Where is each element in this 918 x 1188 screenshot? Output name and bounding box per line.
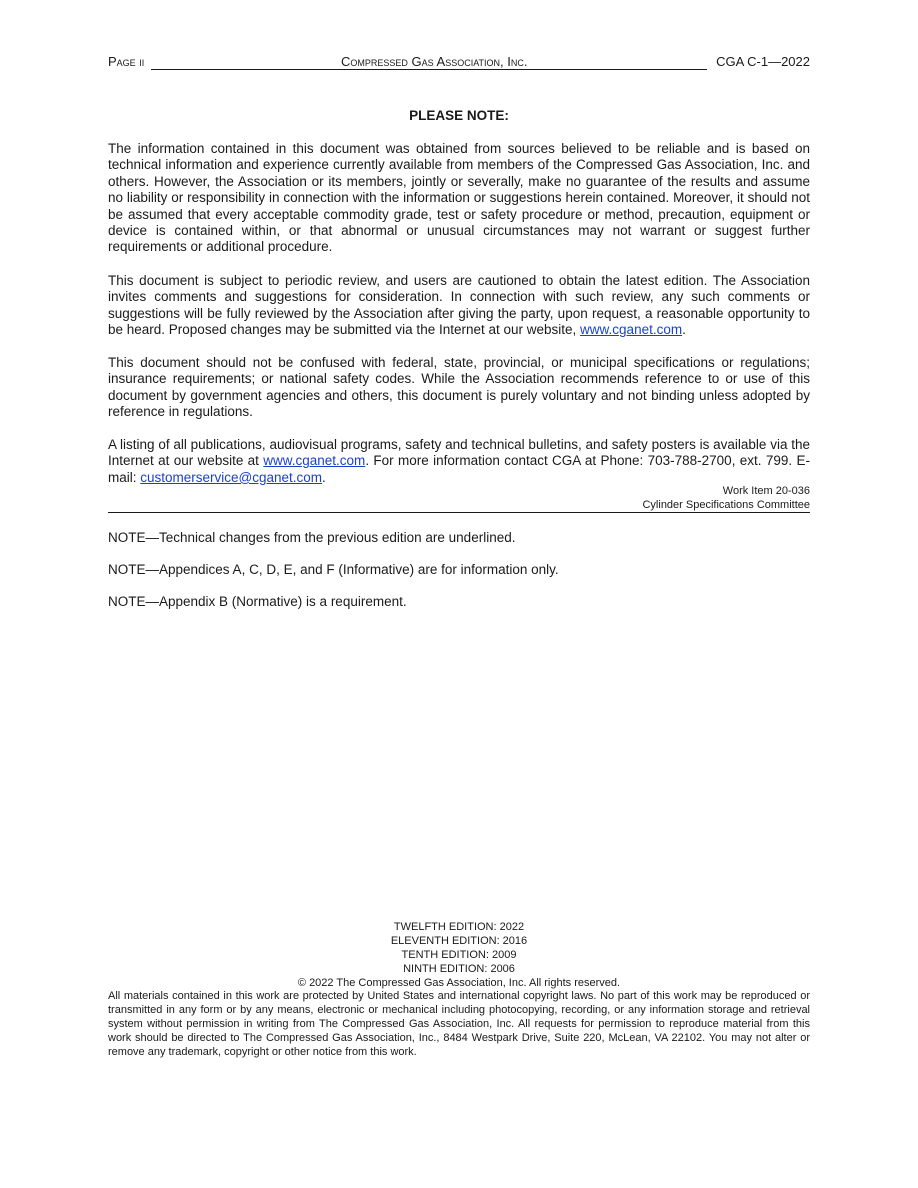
committee-name: Cylinder Specifications Committee bbox=[642, 499, 810, 511]
edition-line: TENTH EDITION: 2009 bbox=[401, 949, 517, 961]
review-text-end: . bbox=[682, 322, 686, 338]
website-link[interactable]: www.cganet.com bbox=[263, 453, 366, 469]
edition-history bbox=[108, 920, 810, 990]
page-number: Page ii bbox=[108, 54, 145, 69]
edition-line: NINTH EDITION: 2006 bbox=[403, 963, 515, 975]
work-item-block bbox=[108, 484, 810, 512]
publications-paragraph bbox=[108, 437, 810, 486]
note-informative-appendices: NOTE—Appendices A, C, D, E, and F (Informative) are for information only. bbox=[108, 562, 559, 577]
page-header bbox=[108, 54, 810, 72]
regulations-paragraph: This document should not be confused with federal, state, provincial, or municipal specifications or regulations; insurance requirements; or national safety codes. While the Association recommends reference to or use of this document by government agencies and others, this document is purely voluntary and not binding unless adopted by reference in regulations. bbox=[108, 355, 810, 420]
website-link[interactable]: www.cganet.com bbox=[580, 322, 683, 338]
publisher-name: Compressed Gas Association, Inc. bbox=[341, 54, 528, 69]
disclaimer-paragraph: The information contained in this document was obtained from sources believed to be reliable and is based on technical information and experience currently available from members of the Compressed Gas Association, Inc. and others. However, the Association or its members, jointly or severally, make no guarantee of the results and assume no liability or responsibility in connection with the information or suggestions herein contained. Moreover, it should not be assumed that every acceptable commodity grade, test or safety procedure or method, precaution, equipment or device is contained within, or that abnormal or unusual circumstances may not warrant or suggest further requirements or additional procedure. bbox=[108, 141, 810, 255]
copyright-notice: All materials contained in this work are protected by United States and international copyright laws. No part of this work may be reproduced or transmitted in any form or by any means, electronic or mechanical including photocopying, recording, or any information storage and retrieval system without permission in writing from The Compressed Gas Association, Inc. All requests for permission to reproduce material from this work should be directed to The Compressed Gas Association, Inc., 8484 Westpark Drive, Suite 220, McLean, VA 22102. You may not alter or remove any trademark, copyright or other notice from this work. bbox=[108, 990, 810, 1058]
note-normative-appendix: NOTE—Appendix B (Normative) is a requirement. bbox=[108, 594, 407, 609]
copyright-line: © 2022 The Compressed Gas Association, Inc. All rights reserved. bbox=[297, 977, 621, 989]
edition-line: ELEVENTH EDITION: 2016 bbox=[390, 935, 528, 947]
publications-text-end: . bbox=[322, 469, 326, 485]
contact-text: . For more information contact CGA at Phone: 703-788-2700, ext. 799. E-mail: bbox=[108, 453, 810, 485]
work-item-number: Work Item 20-036 bbox=[722, 485, 810, 497]
edition-line: TWELFTH EDITION: 2022 bbox=[393, 921, 525, 933]
page-title: PLEASE NOTE: bbox=[409, 108, 509, 123]
note-technical-changes: NOTE—Technical changes from the previous edition are underlined. bbox=[108, 530, 516, 545]
section-divider bbox=[108, 512, 810, 513]
email-link[interactable]: customerservice@cganet.com bbox=[140, 469, 323, 485]
header-rule bbox=[151, 69, 707, 70]
review-paragraph bbox=[108, 273, 810, 339]
publications-text: A listing of all publications, audiovisual programs, safety and technical bulletins, and safety posters is available via the Internet at our website at bbox=[108, 437, 810, 469]
document-id: CGA C-1—2022 bbox=[716, 54, 810, 69]
review-text: This document is subject to periodic review, and users are cautioned to obtain the latest edition. The Association invites comments and suggestions for consideration. In connection with such review, any such comments or suggestions will be fully reviewed by the Association after giving the party, upon request, a reasonable opportunity to be heard. Proposed changes may be submitted via the Internet at our website, bbox=[108, 273, 810, 338]
